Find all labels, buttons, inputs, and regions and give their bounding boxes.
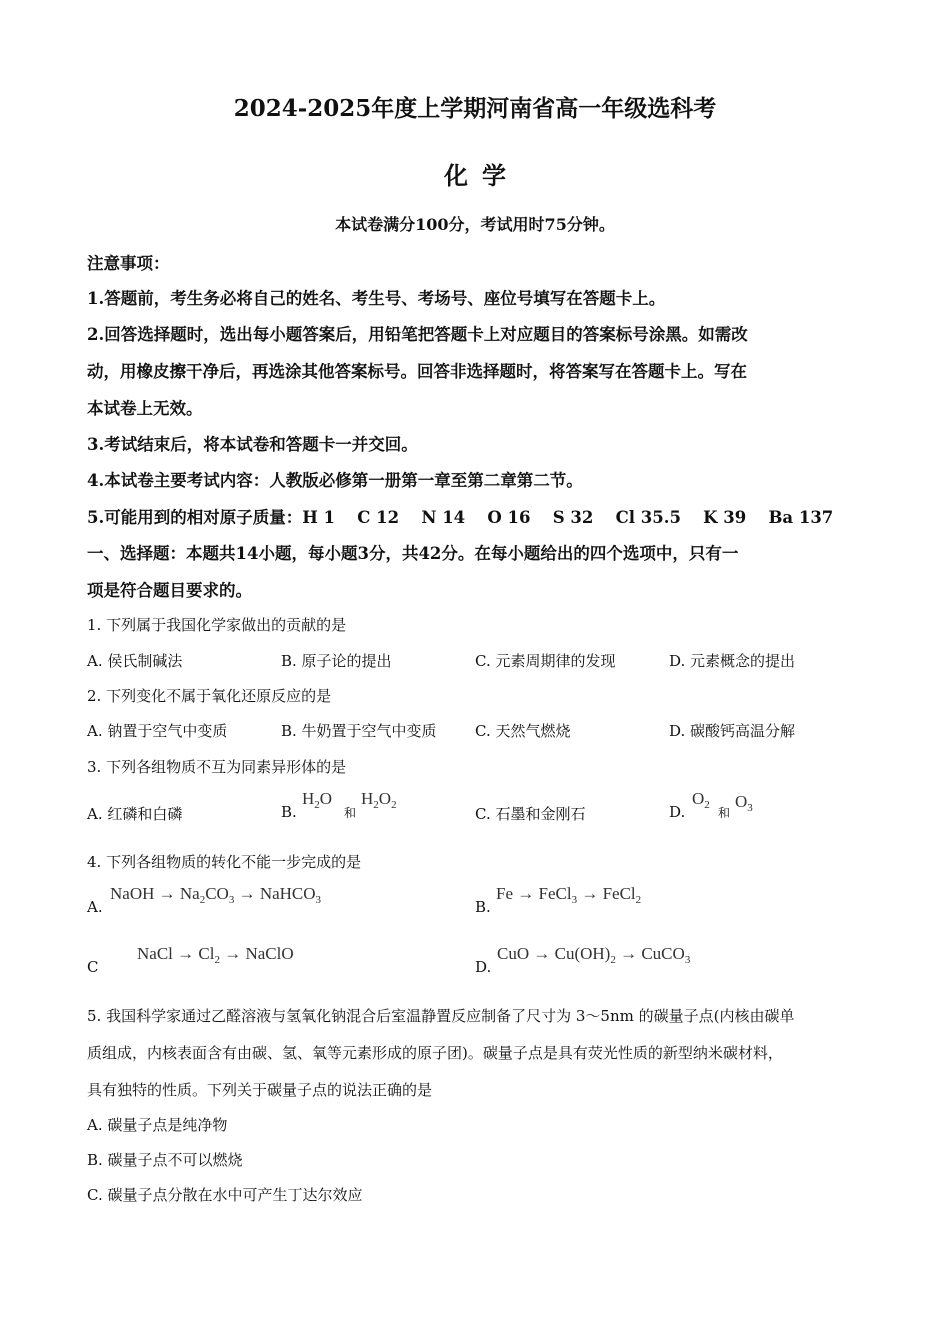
notes-heading: 注意事项： [87, 254, 170, 273]
option-d: D. 碳酸钙高温分解 [669, 722, 796, 740]
option-a: A. 碳量子点是纯净物 [87, 1116, 228, 1134]
reaction-a: NaOH → $Na_2CO_3$ → NaHCO$_3$ [110, 884, 322, 906]
question-stem: 3. 下列各组物质不互为同素异形体的是 [87, 758, 347, 776]
question-stem: 1. 下列属于我国化学家做出的贡献的是 [87, 616, 347, 634]
exam-info: 本试卷满分100分，考试用时75分钟。 [335, 215, 615, 234]
note-line: 动，用橡皮擦干净后，再选涂其他答案标号。回答非选择题时，将答案写在答题卡上。写在 [87, 362, 747, 381]
reaction-c: NaCl → $Cl_2$ → NaClO [137, 944, 294, 966]
question-stem: 质组成，内核表面含有由碳、氢、氧等元素形成的原子团)。碳量子点是具有荧光性质的新型纳米碳材料， [87, 1044, 783, 1062]
and-word: 和 [718, 806, 731, 820]
section-heading: 一、选择题：本题共14小题，每小题3分，共42分。在每小题给出的四个选项中，只有一 [87, 544, 739, 563]
formula-o3: $O_3$ [735, 792, 753, 814]
option-a: A. 红磷和白磷 [87, 805, 183, 823]
formula-h2o: $H_2O$ [302, 789, 333, 811]
formula-h2o2: $H_2O_2$ [361, 789, 397, 811]
option-b-label: B. [475, 898, 491, 916]
subject-title: 化学 [444, 161, 520, 190]
question-stem: 具有独特的性质。下列关于碳量子点的说法正确的是 [87, 1081, 433, 1099]
option-b: B. 牛奶置于空气中变质 [281, 722, 437, 740]
option-d-label: D. [475, 958, 492, 976]
and-word: 和 [344, 806, 357, 820]
option-c-label: C [87, 958, 99, 976]
reaction-d: CuO → $Cu(OH)_2$ → CuCO$_3$ [497, 944, 691, 966]
option-d-label: D. [669, 803, 686, 821]
option-a-label: A. [87, 898, 103, 916]
question-stem: 5. 我国科学家通过乙醛溶液与氢氧化钠混合后室温静置反应制备了尺寸为 3～5nm 的碳量子点(内核由碳单 [87, 1007, 795, 1025]
option-b: B. 原子论的提出 [281, 652, 392, 670]
question-stem: 4. 下列各组物质的转化不能一步完成的是 [87, 853, 362, 871]
note-line: 5.可能用到的相对原子质量：H 1 C 12 N 14 O 16 S 32 Cl 35.5 K 39 Ba 137 [87, 508, 834, 527]
option-c: C. 元素周期律的发现 [475, 652, 616, 670]
option-a: A. 侯氏制碱法 [87, 652, 183, 670]
option-c: C. 天然气燃烧 [475, 722, 571, 740]
exam-title: 2024-2025年度上学期河南省高一年级选科考 [233, 95, 717, 122]
option-b: B. 碳量子点不可以燃烧 [87, 1151, 243, 1169]
formula-o2: $O_2$ [692, 789, 710, 811]
question-stem: 2. 下列变化不属于氧化还原反应的是 [87, 687, 332, 705]
option-b-label: B. [281, 803, 297, 821]
note-line: 4.本试卷主要考试内容：人教版必修第一册第一章至第二章第二节。 [87, 471, 583, 490]
option-d: D. 元素概念的提出 [669, 652, 796, 670]
option-a: A. 钠置于空气中变质 [87, 722, 228, 740]
note-line: 本试卷上无效。 [87, 399, 203, 418]
section-heading: 项是符合题目要求的。 [87, 581, 252, 600]
note-line: 3.考试结束后，将本试卷和答题卡一并交回。 [87, 435, 418, 454]
note-line: 1.答题前，考生务必将自己的姓名、考生号、考场号、座位号填写在答题卡上。 [87, 289, 666, 308]
reaction-b: Fe → FeCl$_3$ → FeCl$_2$ [496, 884, 642, 906]
option-c: C. 石墨和金刚石 [475, 805, 586, 823]
note-line: 2.回答选择题时，选出每小题答案后，用铅笔把答题卡上对应题目的答案标号涂黑。如需改 [87, 325, 748, 344]
option-c: C. 碳量子点分散在水中可产生丁达尔效应 [87, 1186, 363, 1204]
